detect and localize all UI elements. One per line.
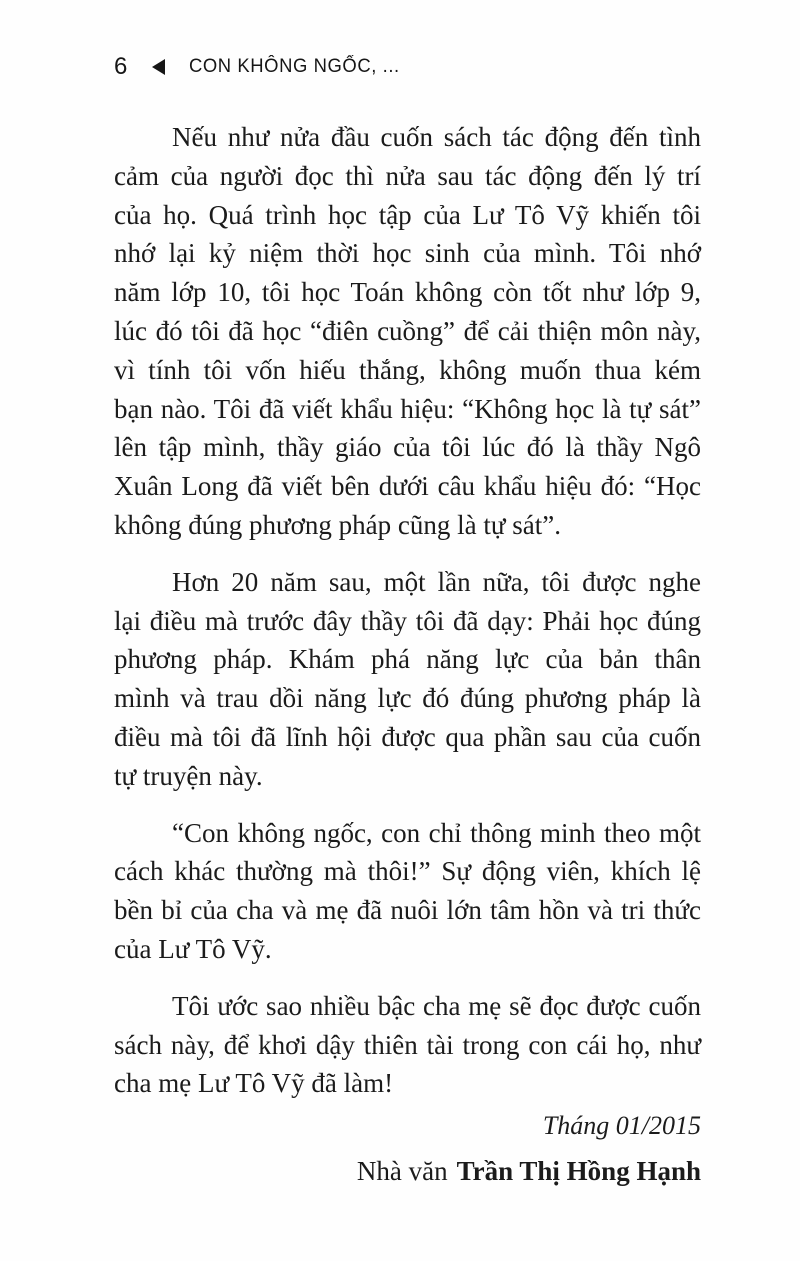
text-line: cách khác thường mà thôi!” Sự động viên, khích lệ	[114, 856, 701, 887]
page-number: 6	[114, 53, 129, 80]
body-text	[114, 118, 701, 1103]
text-line: không đúng phương pháp cũng là tự sát”.	[114, 509, 561, 540]
page-header	[114, 54, 407, 80]
author-name: Trần Thị Hồng Hạnh	[456, 1156, 701, 1186]
text-line: sách này, để khơi dậy thiên tài trong con cái họ, như	[114, 1029, 701, 1060]
text-line: lên tập mình, thầy giáo của tôi lúc đó là thầy Ngô	[114, 432, 701, 463]
text-line: vì tính tôi vốn hiếu thắng, không muốn thua kém	[114, 354, 701, 385]
text-line: “Con không ngốc, con chỉ thông minh theo một	[172, 817, 701, 848]
text-line: tự truyện này.	[114, 760, 263, 791]
text-line: Nếu như nửa đầu cuốn sách tác động đến tình	[172, 122, 701, 152]
text-line: bền bỉ của cha và mẹ đã nuôi lớn tâm hồn và tri thức	[114, 895, 701, 926]
paragraph	[114, 563, 701, 796]
signature-block	[114, 1106, 701, 1194]
text-line: cha mẹ Lư Tô Vỹ đã làm!	[114, 1068, 394, 1099]
author-prefix: Nhà văn	[356, 1156, 448, 1186]
signature-author	[114, 1148, 701, 1194]
signature-date: Tháng 01/2015	[542, 1111, 701, 1140]
text-line: mình và trau dồi năng lực đó đúng phương pháp là	[114, 683, 701, 714]
text-line: lúc đó tôi đã học “điên cuồng” để cải thiện môn này,	[114, 315, 701, 346]
text-line: Tôi ước sao nhiều bậc cha mẹ sẽ đọc được cuốn	[172, 990, 701, 1021]
text-line: Xuân Long đã viết bên dưới câu khẩu hiệu đó: “Học	[114, 471, 701, 502]
text-line: lại điều mà trước đây thầy tôi đã dạy: Phải học đúng	[114, 605, 701, 636]
text-line: phương pháp. Khám phá năng lực của bản thân	[114, 644, 701, 675]
paragraph	[114, 987, 701, 1103]
text-line: cảm của người đọc thì nửa sau tác động đến lý trí	[114, 160, 701, 191]
left-triangle-icon	[152, 59, 165, 75]
paragraph	[114, 814, 701, 969]
text-line: bạn nào. Tôi đã viết khẩu hiệu: “Không học là tự sát”	[114, 393, 701, 424]
running-title: CON KHÔNG NGỐC, ...	[189, 56, 401, 77]
text-line: điều mà tôi đã lĩnh hội được qua phần sau của cuốn	[114, 721, 701, 752]
text-line: của họ. Quá trình học tập của Lư Tô Vỹ khiến tôi	[114, 199, 701, 230]
text-line: của Lư Tô Vỹ.	[114, 933, 272, 964]
text-line: năm lớp 10, tôi học Toán không còn tốt như lớp 9,	[114, 277, 701, 308]
text-line: Hơn 20 năm sau, một lần nữa, tôi được nghe	[172, 566, 701, 597]
text-line: nhớ lại kỷ niệm thời học sinh của mình. Tôi nhớ	[114, 238, 701, 269]
paragraph	[114, 118, 701, 545]
